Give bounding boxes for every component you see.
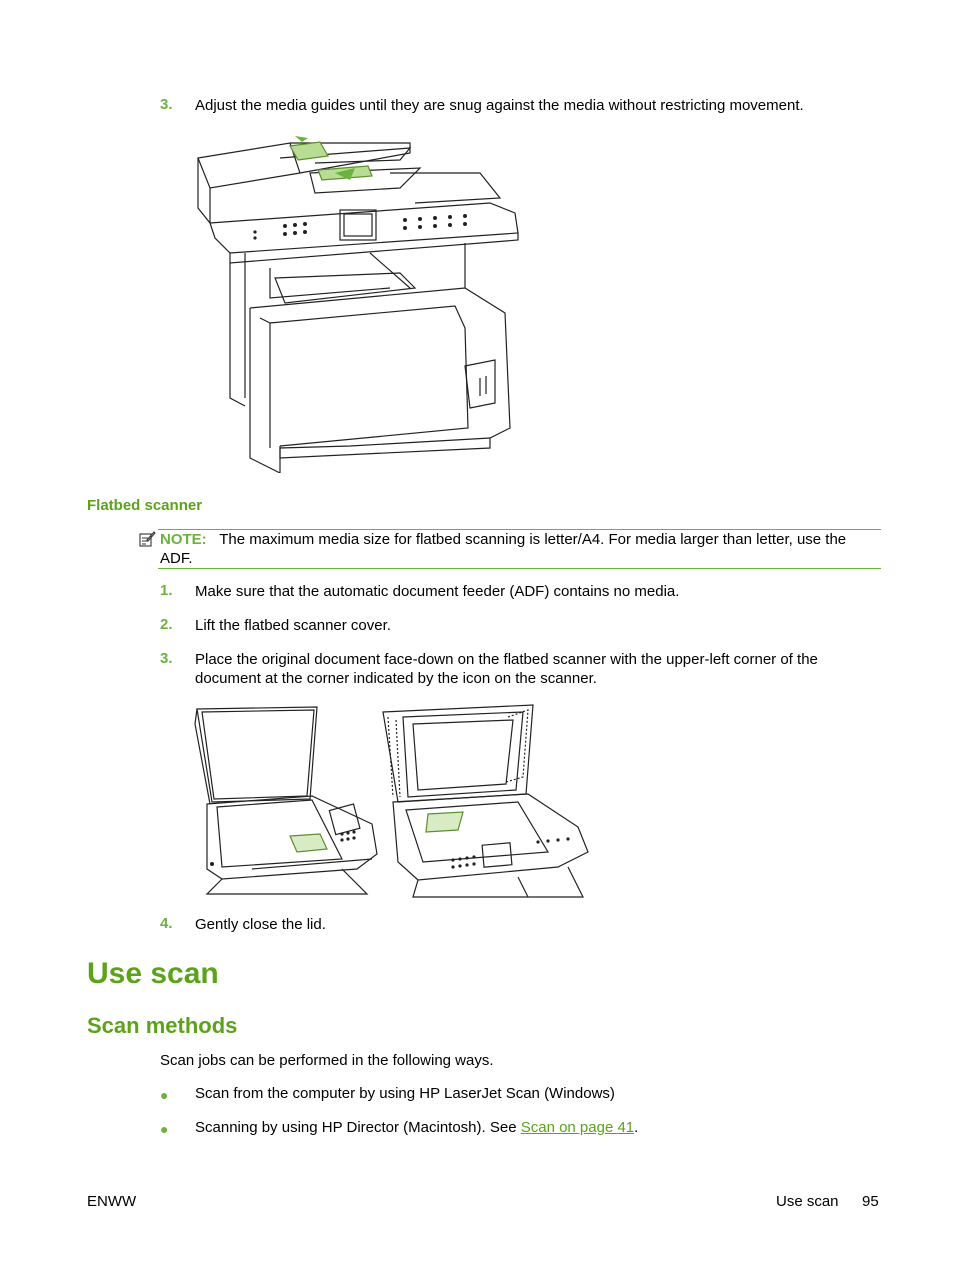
step-number: 4. (160, 915, 173, 932)
step-text: Gently close the lid. (195, 916, 326, 933)
bullet-icon: ● (160, 1087, 169, 1103)
note-label: NOTE: (160, 531, 207, 548)
note-icon (138, 530, 156, 548)
note-text: The maximum media size for flatbed scanning is letter/A4. For media larger than letter, use the ADF. (160, 531, 847, 567)
bullet-text (195, 1119, 638, 1136)
step-text: Lift the flatbed scanner cover. (195, 617, 391, 634)
step-text: Place the original document face-down on the flatbed scanner with the upper-left corner of the document at the corner indicated by the icon on the scanner. (195, 651, 818, 687)
bullet-text: Scan from the computer by using HP LaserJet Scan (Windows) (195, 1085, 615, 1102)
bullet-text-before: Scanning by using HP Director (Macintosh). See (195, 1119, 521, 1136)
bullet-icon: ● (160, 1121, 169, 1137)
step-number: 1. (160, 582, 173, 599)
step-number: 3. (160, 650, 173, 667)
intro-text: Scan jobs can be performed in the following ways. (160, 1052, 494, 1069)
note-content (160, 530, 880, 568)
step-number: 2. (160, 616, 173, 633)
section-heading: Flatbed scanner (87, 497, 203, 514)
step-text: Adjust the media guides until they are snug against the media without restricting movement. (195, 97, 804, 114)
printer-adf-illustration (190, 128, 520, 473)
page-title: Use scan (87, 957, 219, 990)
footer-section: Use scan (776, 1193, 839, 1210)
section-subtitle: Scan methods (87, 1013, 238, 1038)
step-number: 3. (160, 96, 173, 113)
footer-left: ENWW (87, 1193, 137, 1210)
step-text: Make sure that the automatic document feeder (ADF) contains no media. (195, 583, 680, 600)
scan-page-link[interactable]: Scan on page 41 (520, 1119, 635, 1136)
page-number: 95 (862, 1193, 879, 1210)
bullet-text-after: . (634, 1119, 639, 1136)
flatbed-scanner-illustration-right (378, 702, 593, 899)
flatbed-scanner-illustration-left (192, 704, 382, 899)
